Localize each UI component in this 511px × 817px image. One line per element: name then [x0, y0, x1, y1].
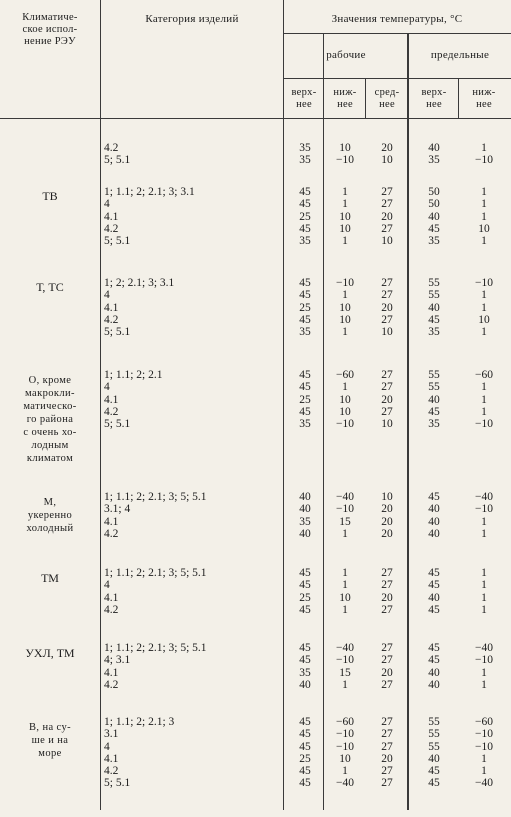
mean-working-cell: 27: [381, 289, 393, 302]
lower-limit-cell: 10: [478, 313, 490, 326]
upper-working-cell: 45: [299, 777, 311, 790]
lower-limit-cell: 1: [481, 301, 487, 314]
category-cell: 4.2: [104, 603, 119, 616]
lower-limit-cell: −10: [475, 654, 493, 667]
table-row: [0, 605, 511, 616]
table-row: [0, 754, 511, 765]
mean-working-cell: 20: [381, 591, 393, 604]
lower-working-cell: −10: [336, 728, 354, 741]
mean-working-cell: 27: [381, 405, 393, 418]
lower-limit-cell: 1: [481, 579, 487, 592]
lower-limit-cell: −40: [475, 491, 493, 503]
climate-group-label-line: Т, ТС: [36, 280, 64, 294]
lower-limit-cell: 1: [481, 666, 487, 679]
lower-working-cell: −10: [336, 277, 354, 289]
table-row: [0, 593, 511, 604]
lower-limit-cell: 1: [481, 393, 487, 406]
lower-working-cell: −40: [336, 491, 354, 503]
lower-limit-cell: −60: [475, 716, 493, 728]
lower-limit-cell: 1: [481, 198, 487, 211]
upper-working-cell: 45: [299, 579, 311, 592]
upper-working-cell: 35: [299, 418, 311, 430]
upper-limit-cell: 35: [428, 326, 440, 338]
rule-h1: [283, 33, 511, 34]
mean-working-cell: 20: [381, 210, 393, 223]
table-row: [0, 290, 511, 301]
table-row: [0, 212, 511, 223]
mean-working-cell: 27: [381, 740, 393, 753]
table-row: [0, 395, 511, 406]
category-cell: 4.2: [104, 142, 119, 154]
category-cell: 3.1; 4: [104, 503, 131, 516]
header-upper-limit-line: верх-: [421, 87, 447, 98]
lower-working-cell: −60: [336, 369, 354, 381]
lower-working-cell: 1: [342, 381, 348, 394]
header-climate-line: ское испол-: [22, 24, 78, 35]
upper-working-cell: 45: [299, 405, 311, 418]
table-row: [0, 236, 511, 247]
category-cell: 4.2: [104, 678, 119, 691]
lower-limit-cell: 1: [481, 381, 487, 394]
mean-working-cell: 27: [381, 198, 393, 211]
upper-limit-cell: 40: [428, 301, 440, 314]
table-row: [0, 717, 511, 728]
table-row: [0, 315, 511, 326]
lower-limit-cell: 1: [481, 752, 487, 765]
table-row: [0, 655, 511, 666]
lower-working-cell: 10: [339, 210, 351, 223]
header-lower: [325, 87, 365, 111]
category-cell: 4.1: [104, 515, 119, 528]
category-cell: 4.1: [104, 752, 119, 765]
lower-working-cell: 10: [339, 313, 351, 326]
upper-limit-cell: 55: [428, 381, 440, 394]
lower-working-cell: 1: [342, 579, 348, 592]
header-upper-limit: [410, 87, 458, 111]
climate-group-label-line: море: [38, 748, 62, 759]
category-cell: 5; 5.1: [104, 326, 131, 338]
upper-working-cell: 35: [299, 326, 311, 338]
upper-working-cell: 40: [299, 678, 311, 691]
mean-working-cell: 27: [381, 765, 393, 777]
climate-group-label-line: климатом: [26, 453, 74, 464]
lower-limit-cell: 1: [481, 591, 487, 604]
lower-working-cell: 1: [342, 603, 348, 616]
upper-limit-cell: 40: [428, 752, 440, 765]
mean-working-cell: 10: [381, 418, 393, 430]
table-row: [0, 668, 511, 679]
header-category: Категория изделий: [145, 13, 239, 25]
upper-working-cell: 45: [299, 381, 311, 394]
category-cell: 3.1: [104, 728, 119, 741]
category-cell: 4.1: [104, 210, 119, 223]
category-cell: 4.1: [104, 591, 119, 604]
table-row: [0, 382, 511, 393]
table-row: [0, 517, 511, 528]
header-climate-line: Климатиче-: [22, 12, 78, 23]
lower-limit-cell: 1: [481, 210, 487, 223]
upper-limit-cell: 40: [428, 666, 440, 679]
lower-limit-cell: 1: [481, 235, 487, 247]
lower-working-cell: 1: [342, 235, 348, 247]
lower-working-cell: 1: [342, 186, 348, 198]
lower-limit-cell: −10: [475, 154, 493, 167]
lower-working-cell: −60: [336, 716, 354, 728]
category-cell: 4.1: [104, 393, 119, 406]
upper-working-cell: 35: [299, 666, 311, 679]
lower-working-cell: −10: [336, 740, 354, 753]
lower-limit-cell: 1: [481, 289, 487, 302]
upper-limit-cell: 45: [428, 765, 440, 777]
upper-working-cell: 45: [299, 716, 311, 728]
table-row: [0, 504, 511, 515]
mean-working-cell: 27: [381, 716, 393, 728]
upper-limit-cell: 45: [428, 777, 440, 790]
header-mean-line: сред-: [374, 87, 400, 98]
category-cell: 4.1: [104, 666, 119, 679]
table-row: [0, 766, 511, 777]
upper-working-cell: 25: [299, 393, 311, 406]
upper-limit-cell: 55: [428, 728, 440, 741]
lower-working-cell: −40: [336, 777, 354, 790]
upper-working-cell: 35: [299, 235, 311, 247]
lower-working-cell: 10: [339, 752, 351, 765]
upper-limit-cell: 40: [428, 678, 440, 691]
mean-working-cell: 27: [381, 567, 393, 579]
header-upper-line: нее: [296, 99, 312, 110]
mean-working-cell: 10: [381, 235, 393, 247]
mean-working-cell: 10: [381, 491, 393, 503]
climate-group-label-line: О, кроме: [28, 375, 72, 386]
header-lower-limit: [460, 87, 508, 111]
lower-working-cell: 15: [339, 666, 351, 679]
lower-working-cell: −10: [336, 418, 354, 430]
upper-working-cell: 45: [299, 567, 311, 579]
header-lower-limit-line: нее: [476, 99, 492, 110]
mean-working-cell: 27: [381, 603, 393, 616]
lower-working-cell: 1: [342, 527, 348, 540]
mean-working-cell: 27: [381, 728, 393, 741]
rule-v4: [365, 78, 366, 118]
category-cell: 1; 1.1; 2; 2.1; 3: [104, 716, 175, 728]
table-row: [0, 529, 511, 540]
mean-working-cell: 10: [381, 154, 393, 167]
lower-limit-cell: −60: [475, 369, 493, 381]
table-row: [0, 155, 511, 166]
upper-limit-cell: 45: [428, 579, 440, 592]
header-lower-line: нее: [337, 99, 353, 110]
upper-limit-cell: 55: [428, 277, 440, 289]
table-row: [0, 580, 511, 591]
climate-group-label-line: го района: [26, 414, 74, 425]
upper-limit-cell: 45: [428, 642, 440, 654]
table-row: [0, 143, 511, 154]
upper-working-cell: 40: [299, 527, 311, 540]
lower-limit-cell: 1: [481, 142, 487, 154]
category-cell: 5; 5.1: [104, 235, 131, 247]
category-cell: 4.2: [104, 313, 119, 326]
climate-group-label-line: укеренно: [27, 510, 73, 521]
climate-group-label-line: макрокли-: [25, 388, 75, 399]
upper-working-cell: 35: [299, 142, 311, 154]
table-row: [0, 419, 511, 430]
upper-limit-cell: 45: [428, 654, 440, 667]
rule-h3: [0, 118, 511, 119]
table-row: [0, 680, 511, 691]
category-cell: 4.2: [104, 765, 119, 777]
header-upper: [285, 87, 323, 111]
upper-limit-cell: 55: [428, 740, 440, 753]
header-mean-line: нее: [379, 99, 395, 110]
upper-limit-cell: 55: [428, 369, 440, 381]
mean-working-cell: 27: [381, 277, 393, 289]
category-cell: 4: [104, 198, 110, 211]
lower-limit-cell: 10: [478, 222, 490, 235]
climate-group-label-line: матическо-: [23, 401, 77, 412]
climate-group-label-line: УХЛ, ТМ: [25, 646, 75, 660]
category-cell: 5; 5.1: [104, 154, 131, 167]
header-lower-limit-line: ниж-: [472, 87, 496, 98]
mean-working-cell: 20: [381, 752, 393, 765]
upper-limit-cell: 45: [428, 313, 440, 326]
upper-limit-cell: 40: [428, 393, 440, 406]
upper-limit-cell: 55: [428, 716, 440, 728]
lower-working-cell: 15: [339, 515, 351, 528]
category-cell: 4.2: [104, 222, 119, 235]
lower-limit-cell: −40: [475, 642, 493, 654]
lower-limit-cell: 1: [481, 186, 487, 198]
climate-group-label-line: В, на су-: [28, 722, 72, 733]
lower-limit-cell: 1: [481, 603, 487, 616]
upper-working-cell: 25: [299, 752, 311, 765]
upper-limit-cell: 45: [428, 405, 440, 418]
lower-working-cell: 1: [342, 198, 348, 211]
upper-working-cell: 25: [299, 591, 311, 604]
lower-working-cell: 10: [339, 142, 351, 154]
lower-working-cell: 1: [342, 289, 348, 302]
upper-working-cell: 45: [299, 222, 311, 235]
upper-working-cell: 40: [299, 491, 311, 503]
category-cell: 1; 1.1; 2; 2.1; 3; 5; 5.1: [104, 491, 207, 503]
lower-limit-cell: −10: [475, 418, 493, 430]
upper-working-cell: 45: [299, 277, 311, 289]
mean-working-cell: 27: [381, 654, 393, 667]
lower-working-cell: 10: [339, 301, 351, 314]
upper-working-cell: 45: [299, 186, 311, 198]
upper-working-cell: 40: [299, 503, 311, 516]
mean-working-cell: 27: [381, 642, 393, 654]
lower-working-cell: 1: [342, 326, 348, 338]
rule-v7: [458, 78, 459, 118]
category-cell: 5; 5.1: [104, 777, 131, 790]
lower-limit-cell: −10: [475, 503, 493, 516]
table-row: [0, 407, 511, 418]
table-row: [0, 224, 511, 235]
category-cell: 1; 1.1; 2; 2.1; 3; 3.1: [104, 186, 195, 198]
header-upper-limit-line: нее: [426, 99, 442, 110]
lower-working-cell: 1: [342, 567, 348, 579]
upper-limit-cell: 40: [428, 503, 440, 516]
table-row: [0, 729, 511, 740]
category-cell: 4: [104, 381, 110, 394]
header-lower-line: ниж-: [333, 87, 357, 98]
table-row: [0, 199, 511, 210]
lower-limit-cell: 1: [481, 765, 487, 777]
lower-limit-cell: 1: [481, 567, 487, 579]
category-cell: 4.1: [104, 301, 119, 314]
header-climate-line: нение РЭУ: [24, 36, 76, 47]
mean-working-cell: 20: [381, 666, 393, 679]
upper-limit-cell: 40: [428, 515, 440, 528]
upper-limit-cell: 50: [428, 198, 440, 211]
mean-working-cell: 27: [381, 381, 393, 394]
lower-working-cell: −10: [336, 654, 354, 667]
mean-working-cell: 27: [381, 369, 393, 381]
mean-working-cell: 20: [381, 527, 393, 540]
lower-working-cell: −40: [336, 642, 354, 654]
category-cell: 1; 1.1; 2; 2.1; 3; 5; 5.1: [104, 567, 207, 579]
lower-limit-cell: 1: [481, 527, 487, 540]
climate-group-label-line: М,: [43, 497, 57, 508]
upper-working-cell: 45: [299, 642, 311, 654]
upper-limit-cell: 45: [428, 491, 440, 503]
climate-group-label-line: лодным: [31, 440, 69, 451]
lower-working-cell: −10: [336, 503, 354, 516]
category-cell: 5; 5.1: [104, 418, 131, 430]
mean-working-cell: 20: [381, 515, 393, 528]
climate-group-label-line: ТВ: [42, 189, 58, 203]
upper-working-cell: 45: [299, 198, 311, 211]
climate-group-label-line: с очень хо-: [23, 427, 77, 438]
upper-working-cell: 35: [299, 515, 311, 528]
category-cell: 1; 1.1; 2; 2.1; 3; 5; 5.1: [104, 642, 207, 654]
upper-working-cell: 35: [299, 154, 311, 167]
lower-limit-cell: 1: [481, 326, 487, 338]
upper-working-cell: 45: [299, 369, 311, 381]
upper-working-cell: 45: [299, 740, 311, 753]
upper-limit-cell: 40: [428, 210, 440, 223]
upper-limit-cell: 40: [428, 527, 440, 540]
lower-working-cell: 10: [339, 393, 351, 406]
mean-working-cell: 27: [381, 313, 393, 326]
upper-working-cell: 25: [299, 210, 311, 223]
upper-working-cell: 25: [299, 301, 311, 314]
mean-working-cell: 27: [381, 186, 393, 198]
upper-limit-cell: 40: [428, 142, 440, 154]
upper-limit-cell: 40: [428, 591, 440, 604]
mean-working-cell: 20: [381, 503, 393, 516]
upper-limit-cell: 45: [428, 567, 440, 579]
climate-group-label-line: ше и на: [31, 735, 69, 746]
upper-limit-cell: 50: [428, 186, 440, 198]
category-cell: 4; 3.1: [104, 654, 131, 667]
lower-limit-cell: 1: [481, 405, 487, 418]
table-row: [0, 568, 511, 579]
mean-working-cell: 20: [381, 301, 393, 314]
lower-limit-cell: −40: [475, 777, 493, 790]
upper-working-cell: 45: [299, 603, 311, 616]
mean-working-cell: 10: [381, 326, 393, 338]
upper-working-cell: 45: [299, 289, 311, 302]
category-cell: 4.2: [104, 527, 119, 540]
header-working: рабочие: [326, 49, 366, 61]
category-cell: 4: [104, 579, 110, 592]
climate-group-label-line: холодный: [26, 523, 74, 534]
header-temperature: Значения температуры, °С: [331, 13, 463, 25]
upper-limit-cell: 55: [428, 289, 440, 302]
lower-working-cell: 10: [339, 405, 351, 418]
mean-working-cell: 27: [381, 222, 393, 235]
category-cell: 4: [104, 289, 110, 302]
header-climate: [2, 12, 98, 48]
upper-working-cell: 45: [299, 313, 311, 326]
upper-limit-cell: 35: [428, 418, 440, 430]
table-row: [0, 303, 511, 314]
mean-working-cell: 27: [381, 678, 393, 691]
table-row: [0, 278, 511, 289]
upper-limit-cell: 45: [428, 222, 440, 235]
lower-working-cell: 10: [339, 591, 351, 604]
table-row: [0, 778, 511, 789]
lower-working-cell: −10: [336, 154, 354, 167]
lower-working-cell: 10: [339, 222, 351, 235]
header-limit: предельные: [430, 49, 490, 61]
header-upper-line: верх-: [291, 87, 317, 98]
table-row: [0, 370, 511, 381]
climate-group-label-line: ТМ: [41, 571, 59, 585]
mean-working-cell: 27: [381, 579, 393, 592]
category-cell: 4.2: [104, 405, 119, 418]
upper-working-cell: 45: [299, 765, 311, 777]
mean-working-cell: 20: [381, 142, 393, 154]
table-row: [0, 187, 511, 198]
upper-limit-cell: 45: [428, 603, 440, 616]
table-row: [0, 643, 511, 654]
lower-limit-cell: −10: [475, 740, 493, 753]
lower-limit-cell: −10: [475, 277, 493, 289]
upper-working-cell: 45: [299, 728, 311, 741]
mean-working-cell: 20: [381, 393, 393, 406]
lower-working-cell: 1: [342, 678, 348, 691]
upper-limit-cell: 35: [428, 154, 440, 167]
lower-limit-cell: 1: [481, 678, 487, 691]
upper-limit-cell: 35: [428, 235, 440, 247]
upper-working-cell: 45: [299, 654, 311, 667]
category-cell: 1; 1.1; 2; 2.1: [104, 369, 163, 381]
table-row: [0, 742, 511, 753]
category-cell: 4: [104, 740, 110, 753]
category-cell: 1; 2; 2.1; 3; 3.1: [104, 277, 175, 289]
rule-h2: [283, 78, 511, 79]
lower-limit-cell: −10: [475, 728, 493, 741]
table-row: [0, 327, 511, 338]
mean-working-cell: 27: [381, 777, 393, 790]
lower-limit-cell: 1: [481, 515, 487, 528]
lower-working-cell: 1: [342, 765, 348, 777]
header-mean: [367, 87, 407, 111]
table-row: [0, 492, 511, 503]
